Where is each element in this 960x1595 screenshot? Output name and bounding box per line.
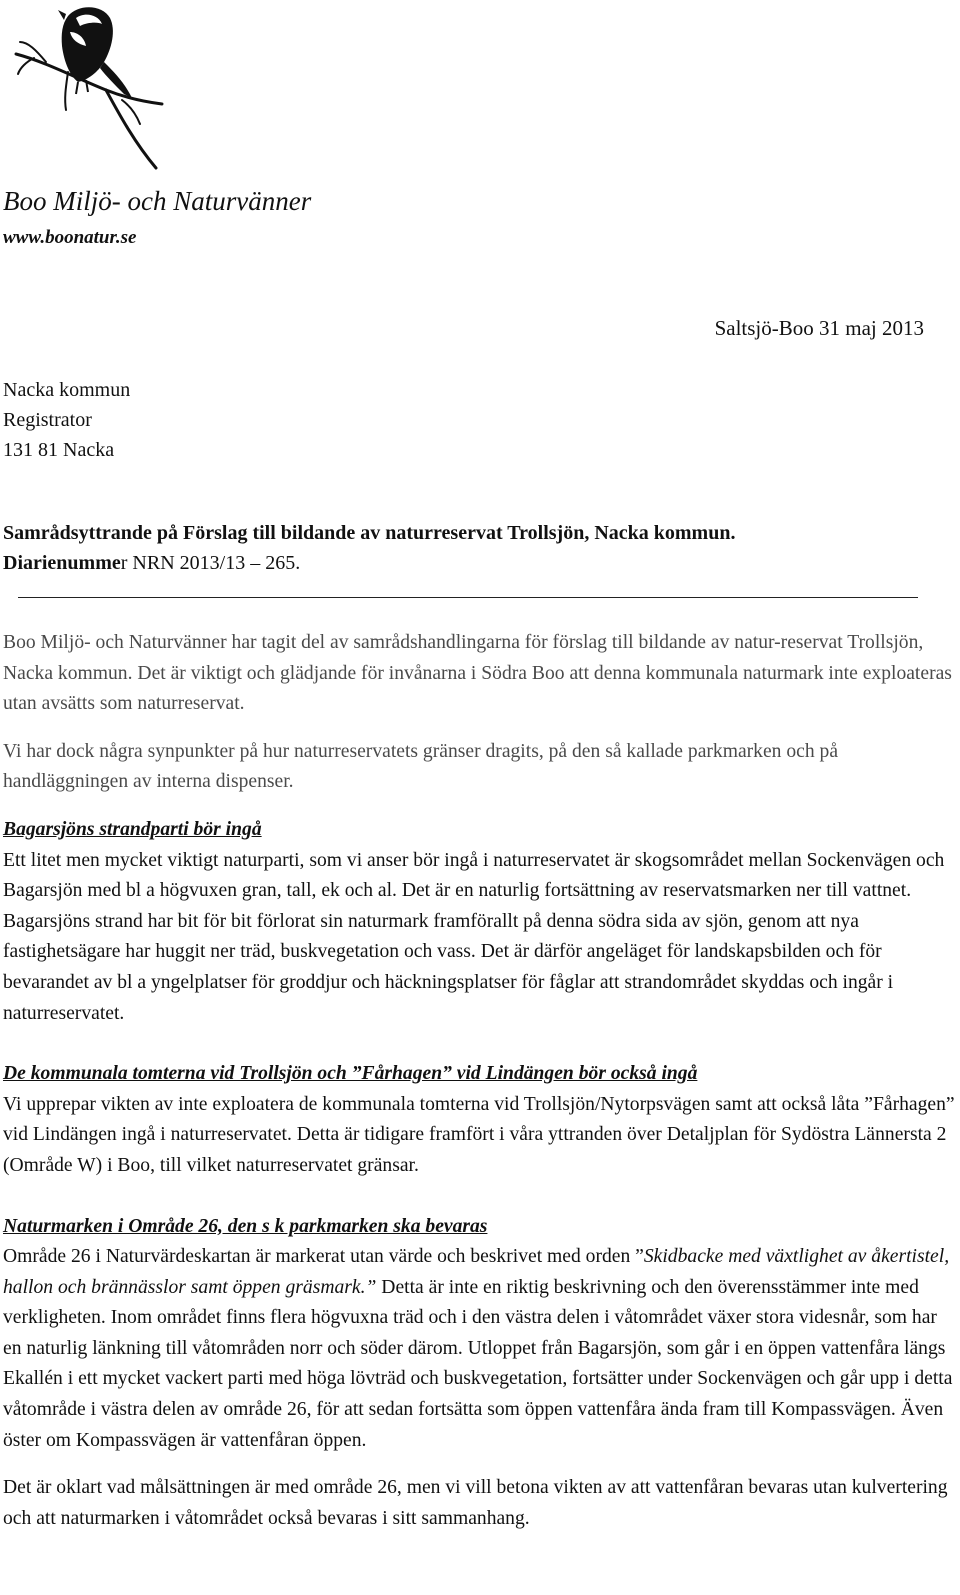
section-heading: Naturmarken i Område 26, den s k parkmarken ska bevaras	[3, 1215, 488, 1237]
intro-text: Boo Miljö- och Naturvänner har tagit del av samrådshandlingarna för förslag till bildande av natur-reservat Trollsjön, Nacka kommun.	[3, 632, 924, 684]
recipient-line: 131 81 Nacka	[3, 439, 115, 461]
intro-paragraph: Vi har dock några synpunkter på hur naturreservatets gränser dragits, på den så kallade parkmarken och på handläggningen av interna dispenser.	[3, 740, 839, 793]
closing-paragraph: Det är oklart vad målsättningen är med område 26, men vi vill betona vikten av att vattenfåran bevaras utan kulvertering och att naturmarken i våtområdet också bevaras i sitt sammanhang.	[3, 1477, 948, 1529]
bird-on-branch-icon	[6, 2, 166, 172]
recipient-line: Registrator	[3, 409, 92, 431]
recipient-address	[3, 375, 130, 465]
diarienummer-value: r NRN 2013/13 – 265.	[120, 552, 301, 574]
section-text: Vi upprepar vikten av inte exploatera de kommunala tomterna vid Trollsjön/Nytorpsvägen samt att också låta ”Fårhagen” vid Lindängen ingå i naturreservatet. Detta är tidigare framfört i våra yttranden över Detaljplan för Sydöstra Lännersta 2 (Område W) i Boo, till vilket naturreservatet gränsar.	[3, 1093, 955, 1176]
intro-text: Det är viktigt och glädjande för invånarna i Södra Boo att denna kommunala naturmark inte exploateras utan avsätts som naturreservat.	[3, 662, 952, 715]
intro-paragraph	[3, 628, 955, 720]
diarienummer-label: Diarienumme	[3, 552, 121, 574]
section-heading: De kommunala tomterna vid Trollsjön och ”Fårhagen” vid Lindängen bör också ingå	[3, 1063, 698, 1085]
section-text	[3, 1242, 955, 1456]
website-link[interactable]: www.boonatur.se	[3, 227, 137, 248]
section-text-part: Detta är inte en riktig beskrivning och den överensstämmer inte med verkligheten. Inom området finns flera högvuxna träd och i den västra delen i våtområdet växer stora videsnår, som har en naturlig länkning till våtområden norr och söder därom. Utloppet från Bagarsjön, som går i en öppen vattenfåra längs Ekallén i ett mycket vackert parti med höga lövträd och buskvegetation, fortsätter under Sockenvägen och går upp i detta våtområde i västra delen av område 26, för att sedan fortsätta som öppen vattenfåra ända fram till Kompassvägen. Även öster om Kompassvägen är vattenfåran öppen.	[3, 1276, 953, 1451]
quoted-description: Skidbacke med växtlighet av åkertistel, hallon och brännässlor samt öppen gräsmark.”	[3, 1246, 950, 1298]
divider	[18, 597, 918, 598]
letter-body	[3, 628, 955, 1534]
recipient-line: Nacka kommun	[3, 379, 131, 401]
diarienummer	[3, 548, 735, 578]
date-line: Saltsjö-Boo 31 maj 2013	[714, 316, 924, 340]
section-text-part: Område 26 i Naturvärdeskartan är markerat utan värde och beskrivet med orden ”	[3, 1246, 644, 1268]
subject-title: Samrådsyttrande på Förslag till bildande av naturreservat Trollsjön, Nacka kommun.	[3, 522, 736, 544]
section-text: Ett litet men mycket viktigt naturparti, som vi anser bör ingå i naturreservatet är skogsområdet mellan Sockenvägen och Bagarsjön med bl a högvuxen gran, tall, ek och al. Det är en naturlig fortsättning av reservatsmarken ner till vattnet. Bagarsjöns strand har bit för bit förlorat sin naturmark framförallt på denna södra sida av sjön, genom att nya fastighetsägare har huggit ner träd, buskvegetation och vass. Det är därför angeläget för landskapsbilden och för bevarandet av bl a yngelplatser för groddjur och häckningsplatser för fåglar att strandområdet skyddas och ingår i naturreservatet.	[3, 849, 945, 1024]
organization-name: Boo Miljö- och Naturvänner	[3, 186, 312, 216]
subject-block	[3, 518, 735, 578]
section-heading: Bagarsjöns strandparti bör ingå	[3, 818, 262, 840]
